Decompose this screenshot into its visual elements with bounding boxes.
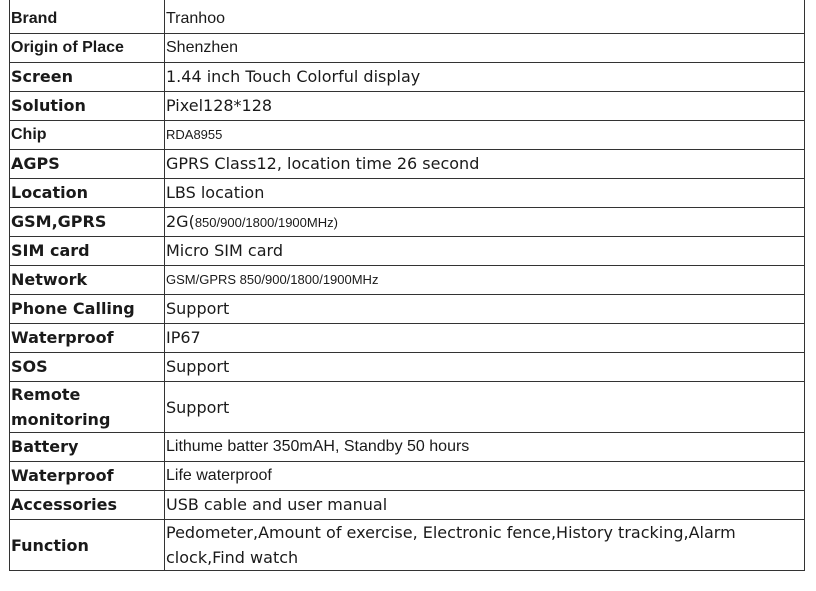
table-row [10,237,805,266]
gsm-bands: 850/900/1800/1900MHz) [194,214,338,230]
row-value-waterproof: IP67 [165,324,805,353]
row-label-origin: Origin of Place [10,34,165,63]
row-value-phone-calling: Support [165,295,805,324]
row-label-sim-card: SIM card [10,237,165,266]
row-label-battery: Battery [10,433,165,462]
row-value-chip: RDA8955 [165,121,805,150]
table-row [10,150,805,179]
table-row [10,266,805,295]
table-row [10,324,805,353]
row-label-function: Function [10,520,165,571]
row-label-gsm-gprs: GSM,GPRS [10,208,165,237]
row-label-remote-monitoring: Remote monitoring [10,382,165,433]
row-label-network: Network [10,266,165,295]
row-value-accessories: USB cable and user manual [165,491,805,520]
row-label-brand: Brand [10,0,165,34]
row-value-brand: Tranhoo [165,0,805,34]
table-row [10,92,805,121]
table-row [10,491,805,520]
row-value-function: Pedometer,Amount of exercise, Electronic fence,History tracking,Alarm clock,Find watch [165,520,805,571]
gsm-prefix: 2G( [166,211,195,231]
row-value-solution: Pixel128*128 [165,92,805,121]
row-value-sos: Support [165,353,805,382]
table-row [10,433,805,462]
row-label-chip: Chip [10,121,165,150]
table-row [10,520,805,571]
table-row [10,382,805,433]
row-value-waterproof-life: Life waterproof [165,462,805,491]
row-value-network: GSM/GPRS 850/900/1800/1900MHz [165,266,805,295]
row-label-location: Location [10,179,165,208]
table-row [10,34,805,63]
table-row [10,0,805,34]
row-value-origin: Shenzhen [165,34,805,63]
row-label-solution: Solution [10,92,165,121]
row-value-location: LBS location [165,179,805,208]
row-value-sim-card: Micro SIM card [165,237,805,266]
table-row [10,353,805,382]
row-value-agps: GPRS Class12, location time 26 second [165,150,805,179]
table-row [10,462,805,491]
row-value-screen: 1.44 inch Touch Colorful display [165,63,805,92]
row-label-screen: Screen [10,63,165,92]
table-row [10,121,805,150]
row-label-accessories: Accessories [10,491,165,520]
row-value-battery: Lithume batter 350mAH, Standby 50 hours [165,433,805,462]
table-row [10,208,805,237]
row-value-remote-monitoring: Support [165,382,805,433]
table-row [10,295,805,324]
table-row [10,179,805,208]
row-label-agps: AGPS [10,150,165,179]
spec-table [9,0,805,571]
row-label-sos: SOS [10,353,165,382]
row-label-waterproof-life: Waterproof [10,462,165,491]
row-label-phone-calling: Phone Calling [10,295,165,324]
row-label-waterproof: Waterproof [10,324,165,353]
row-value-gsm-gprs [165,208,805,237]
table-row [10,63,805,92]
